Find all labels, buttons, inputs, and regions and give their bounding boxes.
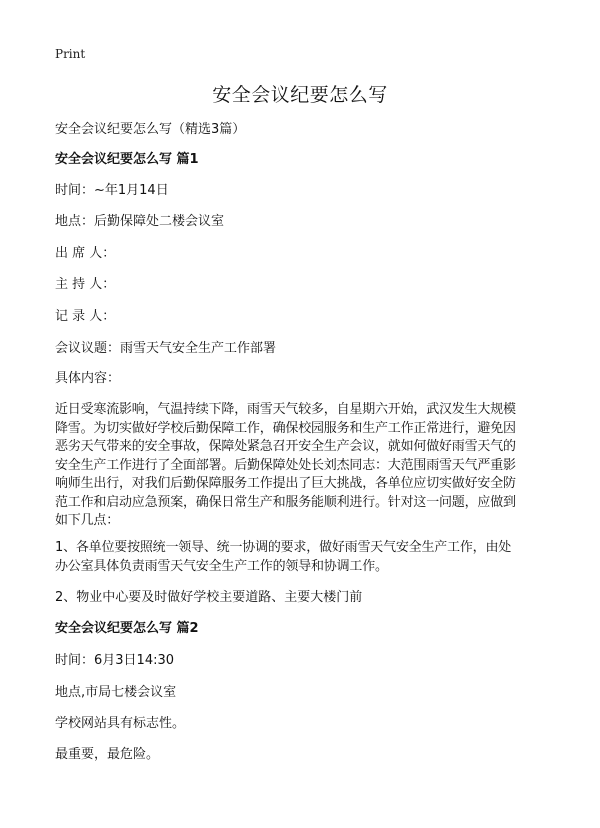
- host-label: 主 持 人：: [55, 277, 116, 292]
- document-subtitle: 安全会议纪要怎么写（精选3篇）: [55, 122, 246, 137]
- attendees-label: 出 席 人：: [55, 246, 116, 261]
- content-label: 具体内容：: [55, 371, 121, 386]
- print-link[interactable]: Print: [55, 47, 86, 61]
- article-2-heading: 安全会议纪要怎么写 篇2: [55, 621, 199, 636]
- meeting-topic: 会议议题：雨雪天气安全生产工作部署: [55, 341, 277, 356]
- article-1-heading: 安全会议纪要怎么写 篇1: [55, 152, 199, 167]
- body-line-1: 学校网站具有标志性。: [55, 716, 186, 731]
- recorder-label: 记 录 人：: [55, 309, 116, 324]
- list-item-1: 1、各单位要按照统一领导、统一协调的要求，做好雨雪天气安全生产工作，由处 办公室具体负责雨雪天气安全生产工作的领导和协调工作。: [55, 540, 512, 574]
- page-title: 安全会议纪要怎么写: [212, 84, 388, 106]
- meeting-time: 时间：~年1月14日: [55, 183, 169, 198]
- list-item-2: 2、物业中心要及时做好学校主要道路、主要大楼门前: [55, 590, 363, 605]
- content-paragraph: 近日受寒流影响，气温持续下降，雨雪天气较多，自星期六开始，武汉发生大规模 降雪。为切实做好学校后勤保障工作，确保校园服务和生产工作正常进行，避免因 恶劣天气带来的安全事故，保障处紧急召开安全生产会议，就如何做好雨雪天气的 安全生产工作进行了全面部署。后勤保障处处长刘杰同志：大范围雨雪天气严重影 响师生出行，对我们后勤保障服务工作提出了巨大挑战，各单位应切实做好安全防 范工作和启动应急预案，确保日常生产和服务能顺利进行。针对这一问题，应做到 如下几点：: [55, 402, 516, 528]
- meeting-place: 地点：后勤保障处二楼会议室: [55, 214, 225, 229]
- meeting-place-2: 地点,市局七楼会议室: [55, 685, 177, 700]
- meeting-time-2: 时间：6月3日14:30: [55, 653, 175, 668]
- body-line-2: 最重要，最危险。: [55, 747, 160, 762]
